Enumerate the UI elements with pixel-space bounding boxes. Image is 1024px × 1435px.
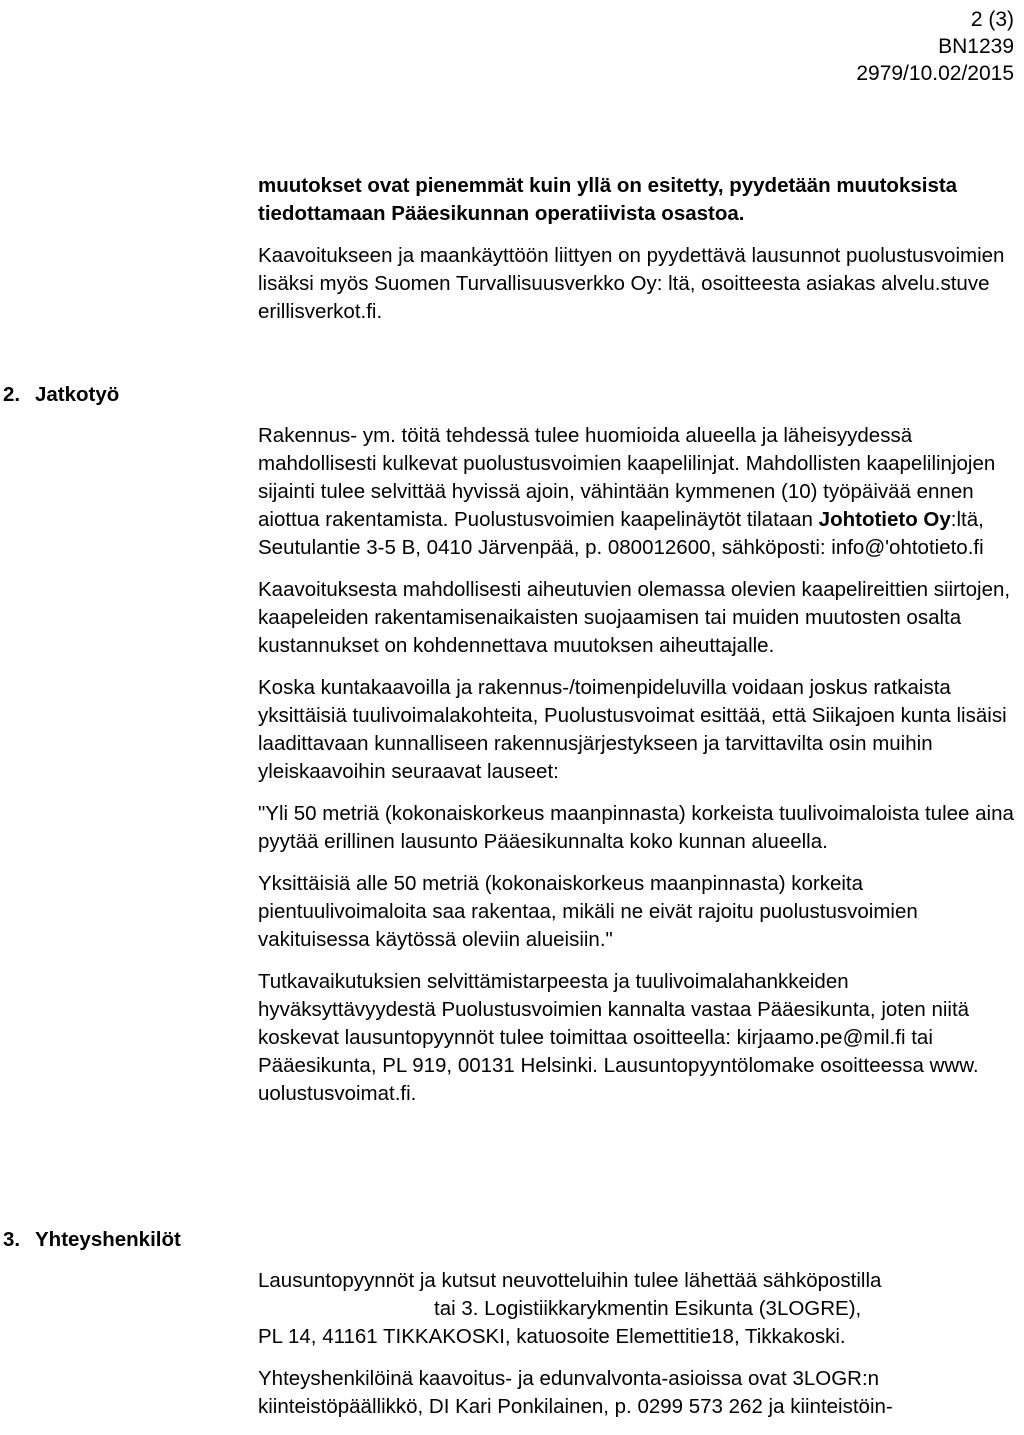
page-number: 2 (3) [970,8,1014,31]
section-2-number: 2. [3,383,21,406]
section-2-paragraph-2: Kaavoituksesta mahdollisesti aiheutuvien olemassa olevien kaapelireittien siirtojen, kaapeleiden rakentamisenaikaisten suojaamisen tai muiden muutosten osalta kustannukset on kohdennettava muutoksen aiheuttajalle. [258,578,1011,657]
section-3-p1-line-2: tai 3. Logistiikkarykmentin Esikunta (3LOGRE), [434,1297,862,1320]
section-3-body [258,1267,1020,1435]
company-name: Johtotieto Oy [818,508,951,531]
section-3-paragraph-2: Yhteyshenkilöinä kaavoitus- ja edunvalvonta-asioissa ovat 3LOGR:n kiinteistöpäällikkö, DI Kari Ponkilainen, p. 0299 573 262 ja kiinteistöin- [258,1367,893,1418]
section-2-title: Jatkotyö [35,383,120,406]
section-2-quote-1: "Yli 50 metriä (kokonaiskorkeus maanpinnasta) korkeista tuulivoimaloista tulee aina pyytää erillinen lausunto Pääesikunnalta koko kunnan alueella. [258,802,1014,853]
section-2-paragraph-1 [258,422,1020,562]
page-header [856,6,1014,87]
section-3-paragraph-1 [258,1267,1020,1351]
section-3-heading [3,1226,181,1254]
section-2-heading [3,381,119,409]
section-3-p1-line-1: Lausuntopyynnöt ja kutsut neuvotteluihin tulee lähettää sähköpostilla [258,1269,882,1292]
section-3-number: 3. [3,1228,21,1251]
intro-paragraph-1: muutokset ovat pienemmät kuin yllä on esitetty, pyydetään muutoksista tiedottamaan Pääesikunnan operatiivista osastoa. [258,174,958,225]
section-3-title: Yhteyshenkilöt [35,1228,181,1251]
section-3-p1-line-3: PL 14, 41161 TIKKAKOSKI, katuosoite Elemettitie18, Tikkakoski. [258,1325,846,1348]
section-2-paragraph-6: Tutkavaikutuksien selvittämistarpeesta ja tuulivoimalahankkeiden hyväksyttävyydestä Puolustusvoimien kannalta vastaa Pääesikunta, joten niitä koskevat lausuntopyynnöt tulee toimittaa osoitteella: kirjaamo.pe@mil.fi tai Pääesikunta, PL 919, 00131 Helsinki. Lausuntopyyntölomake osoitteessa www. uolustusvoimat.fi. [258,970,979,1105]
intro-block [258,172,1020,340]
document-code: BN1239 [938,35,1014,58]
section-2-body [258,422,1020,1122]
intro-paragraph-2: Kaavoitukseen ja maankäyttöön liittyen on pyydettävä lausunnot puolustusvoimien lisäksi myös Suomen Turvallisuusverkko Oy: ltä, osoitteesta asiakas alvelu.stuve erillisverkot.fi. [258,244,1005,323]
section-2-paragraph-3: Koska kuntakaavoilla ja rakennus-/toimenpideluvilla voidaan joskus ratkaista yksittäisiä tuulivoimalakohteita, Puolustusvoimat esittää, että Siikajoen kunta lisäisi laadittavaan kunnalliseen rakennusjärjestykseen ja tarvittavilta osin muihin yleiskaavoihin seuraavat lauseet: [258,676,1007,783]
section-2-p1-contact: :ltä, Seutulantie 3-5 B, 0410 Järvenpää, p. 080012600, sähköposti: info@'ohtotieto.fi [258,508,984,559]
section-2-p1-text: Rakennus- ym. töitä tehdessä tulee huomioida alueella ja läheisyydessä mahdollisesti kulkevat puolustusvoimien kaapelilinjat. Mahdollisten kaapelilinjojen sijainti tulee selvittää hyvissä ajoin, vähintään kymmenen (10) työpäivää ennen aiottua rakentamista. Puolustusvoimien kaapelinäytöt tilataan [258,424,996,531]
document-reference: 2979/10.02/2015 [856,62,1014,85]
section-2-quote-2: Yksittäisiä alle 50 metriä (kokonaiskorkeus maanpinnasta) korkeita pientuulivoimaloita saa rakentaa, mikäli ne eivät rajoitu puolustusvoimien vakituisessa käytössä oleviin alueisiin." [258,872,918,951]
